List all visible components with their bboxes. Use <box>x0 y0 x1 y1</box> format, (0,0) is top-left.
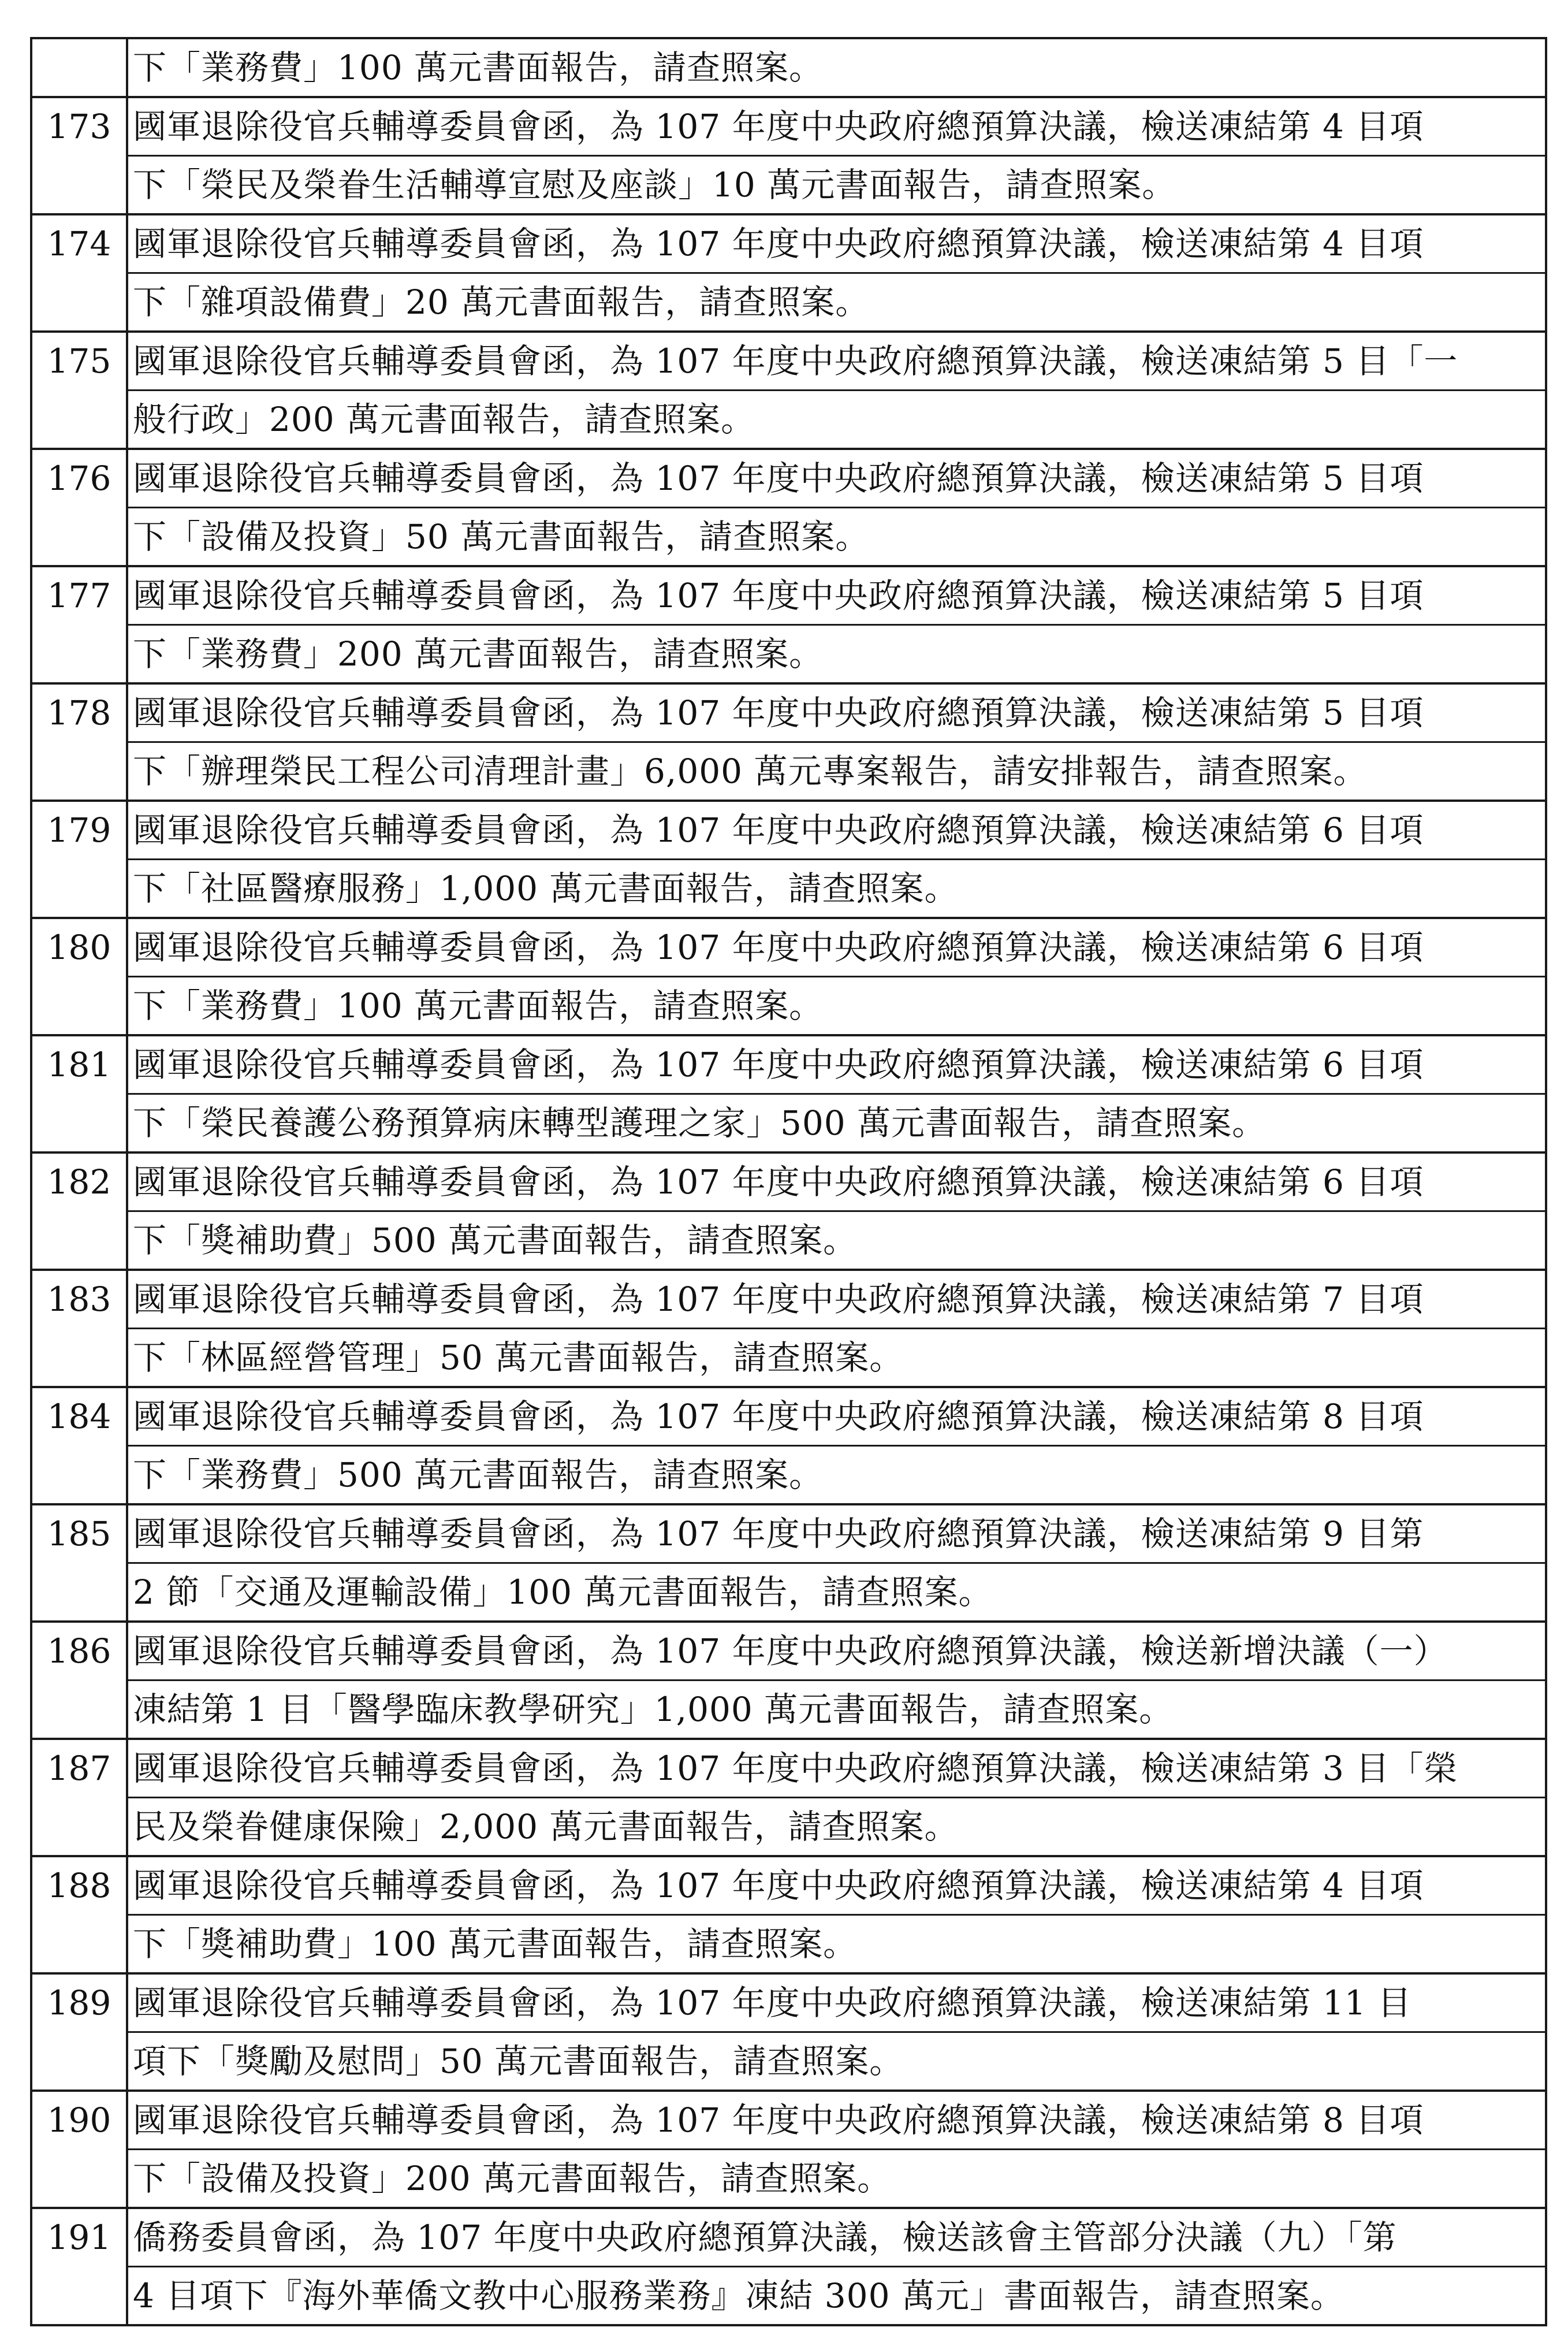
item-description <box>127 1152 1546 1270</box>
table-row <box>31 1739 1546 1856</box>
item-description <box>127 449 1546 566</box>
item-description-line: 下「辦理榮民工程公司清理計畫」6,000 萬元專案報告，請安排報告，請查照案。 <box>128 741 1545 800</box>
item-description-line: 國軍退除役官兵輔導委員會函，為 107 年度中央政府總預算決議，檢送凍結第 4 目項 <box>133 224 1424 263</box>
agenda-table-body <box>31 38 1546 2325</box>
item-number: 176 <box>31 449 127 566</box>
item-description-line: 國軍退除役官兵輔導委員會函，為 107 年度中央政府總預算決議，檢送凍結第 6 目項 <box>133 928 1424 967</box>
item-description <box>127 683 1546 801</box>
item-number: 174 <box>31 214 127 332</box>
item-description-line: 4 目項下『海外華僑文教中心服務業務』凍結 300 萬元」書面報告，請查照案。 <box>128 2266 1545 2324</box>
item-description <box>127 2208 1546 2325</box>
item-description <box>127 1504 1546 1622</box>
table-row <box>31 2091 1546 2208</box>
item-number: 177 <box>31 566 127 683</box>
item-description-line: 國軍退除役官兵輔導委員會函，為 107 年度中央政府總預算決議，檢送凍結第 11 目 <box>133 1983 1412 2022</box>
table-row <box>31 1973 1546 2091</box>
item-number: 179 <box>31 801 127 918</box>
item-description-line: 下「業務費」100 萬元書面報告，請查照案。 <box>128 976 1545 1034</box>
item-description <box>127 1973 1546 2091</box>
table-row <box>31 801 1546 918</box>
item-number: 186 <box>31 1622 127 1739</box>
item-description <box>127 801 1546 918</box>
item-description-line: 國軍退除役官兵輔導委員會函，為 107 年度中央政府總預算決議，檢送凍結第 5 目項 <box>133 576 1424 615</box>
table-row <box>31 2208 1546 2325</box>
item-description-line: 項下「獎勵及慰問」50 萬元書面報告，請查照案。 <box>128 2031 1545 2090</box>
item-description-line: 下「榮民及榮眷生活輔導宣慰及座談」10 萬元書面報告，請查照案。 <box>128 155 1545 213</box>
table-row <box>31 1622 1546 1739</box>
item-description-line: 凍結第 1 目「醫學臨床教學研究」1,000 萬元書面報告，請查照案。 <box>128 1679 1545 1738</box>
item-description-line: 民及榮眷健康保險」2,000 萬元書面報告，請查照案。 <box>128 1797 1545 1855</box>
table-row <box>31 332 1546 449</box>
item-description-line: 國軍退除役官兵輔導委員會函，為 107 年度中央政府總預算決議，檢送凍結第 4 目項 <box>133 107 1424 146</box>
item-description-line: 國軍退除役官兵輔導委員會函，為 107 年度中央政府總預算決議，檢送凍結第 8 目項 <box>133 1397 1424 1436</box>
item-description-line: 下「設備及投資」50 萬元書面報告，請查照案。 <box>128 507 1545 565</box>
item-description <box>127 1739 1546 1856</box>
item-description-line: 下「設備及投資」200 萬元書面報告，請查照案。 <box>128 2148 1545 2207</box>
item-number: 173 <box>31 97 127 214</box>
item-description-line: 國軍退除役官兵輔導委員會函，為 107 年度中央政府總預算決議，檢送凍結第 8 目項 <box>133 2100 1424 2140</box>
table-row <box>31 1152 1546 1270</box>
table-row <box>31 1387 1546 1504</box>
item-number: 180 <box>31 918 127 1035</box>
item-number: 189 <box>31 1973 127 2091</box>
item-description-line: 國軍退除役官兵輔導委員會函，為 107 年度中央政府總預算決議，檢送凍結第 5 目項 <box>133 693 1424 733</box>
item-description-line: 下「業務費」100 萬元書面報告，請查照案。 <box>133 48 824 87</box>
item-number: 175 <box>31 332 127 449</box>
table-row <box>31 449 1546 566</box>
item-description-line: 國軍退除役官兵輔導委員會函，為 107 年度中央政府總預算決議，檢送凍結第 5 目項 <box>133 459 1424 498</box>
item-description <box>127 2091 1546 2208</box>
table-row <box>31 214 1546 332</box>
item-description-line: 下「榮民養護公務預算病床轉型護理之家」500 萬元書面報告，請查照案。 <box>128 1093 1545 1151</box>
item-description-line: 國軍退除役官兵輔導委員會函，為 107 年度中央政府總預算決議，檢送凍結第 5 目「一 <box>133 341 1458 381</box>
table-row <box>31 1270 1546 1387</box>
item-description <box>127 1387 1546 1504</box>
item-description-line: 下「獎補助費」500 萬元書面報告，請查照案。 <box>128 1210 1545 1269</box>
item-number: 181 <box>31 1035 127 1152</box>
item-number: 183 <box>31 1270 127 1387</box>
table-row <box>31 1504 1546 1622</box>
item-description-line: 國軍退除役官兵輔導委員會函，為 107 年度中央政府總預算決議，檢送凍結第 6 目項 <box>133 1045 1424 1084</box>
item-number: 178 <box>31 683 127 801</box>
table-row <box>31 97 1546 214</box>
item-number: 184 <box>31 1387 127 1504</box>
item-description <box>127 1270 1546 1387</box>
item-description <box>127 1035 1546 1152</box>
item-number: 191 <box>31 2208 127 2325</box>
item-description <box>127 918 1546 1035</box>
item-description-line: 下「社區醫療服務」1,000 萬元書面報告，請查照案。 <box>128 858 1545 917</box>
item-description-line: 國軍退除役官兵輔導委員會函，為 107 年度中央政府總預算決議，檢送凍結第 7 目項 <box>133 1280 1424 1319</box>
table-row <box>31 683 1546 801</box>
item-description <box>127 38 1546 97</box>
item-description <box>127 97 1546 214</box>
item-description-line: 國軍退除役官兵輔導委員會函，為 107 年度中央政府總預算決議，檢送凍結第 3 目「榮 <box>133 1749 1458 1788</box>
item-description-line: 下「業務費」500 萬元書面報告，請查照案。 <box>128 1445 1545 1503</box>
item-description-line: 下「林區經營管理」50 萬元書面報告，請查照案。 <box>128 1328 1545 1386</box>
item-description <box>127 1622 1546 1739</box>
item-description-line: 國軍退除役官兵輔導委員會函，為 107 年度中央政府總預算決議，檢送凍結第 4 目項 <box>133 1866 1424 1905</box>
item-number: 185 <box>31 1504 127 1622</box>
item-description <box>127 1856 1546 1973</box>
item-number: 182 <box>31 1152 127 1270</box>
item-description-line: 國軍退除役官兵輔導委員會函，為 107 年度中央政府總預算決議，檢送凍結第 9 目第 <box>133 1514 1424 1553</box>
table-row <box>31 1035 1546 1152</box>
item-description-line: 般行政」200 萬元書面報告，請查照案。 <box>128 389 1545 448</box>
item-number <box>31 38 127 97</box>
item-description-line: 下「業務費」200 萬元書面報告，請查照案。 <box>128 624 1545 682</box>
item-description <box>127 332 1546 449</box>
item-number: 190 <box>31 2091 127 2208</box>
item-description-line: 國軍退除役官兵輔導委員會函，為 107 年度中央政府總預算決議，檢送凍結第 6 目項 <box>133 810 1424 850</box>
item-number: 188 <box>31 1856 127 1973</box>
item-description-line: 下「獎補助費」100 萬元書面報告，請查照案。 <box>128 1914 1545 1972</box>
table-row <box>31 566 1546 683</box>
item-description <box>127 214 1546 332</box>
table-row <box>31 38 1546 97</box>
table-row <box>31 1856 1546 1973</box>
agenda-table <box>30 37 1547 2326</box>
item-description-line: 國軍退除役官兵輔導委員會函，為 107 年度中央政府總預算決議，檢送新增決議（一） <box>133 1631 1448 1671</box>
item-description <box>127 566 1546 683</box>
item-number: 187 <box>31 1739 127 1856</box>
table-row <box>31 918 1546 1035</box>
item-description-line: 僑務委員會函，為 107 年度中央政府總預算決議，檢送該會主管部分決議（九）「第 <box>133 2218 1397 2257</box>
item-description-line: 國軍退除役官兵輔導委員會函，為 107 年度中央政府總預算決議，檢送凍結第 6 目項 <box>133 1162 1424 1202</box>
item-description-line: 2 節「交通及運輸設備」100 萬元書面報告，請查照案。 <box>128 1562 1545 1620</box>
item-description-line: 下「雜項設備費」20 萬元書面報告，請查照案。 <box>128 272 1545 330</box>
